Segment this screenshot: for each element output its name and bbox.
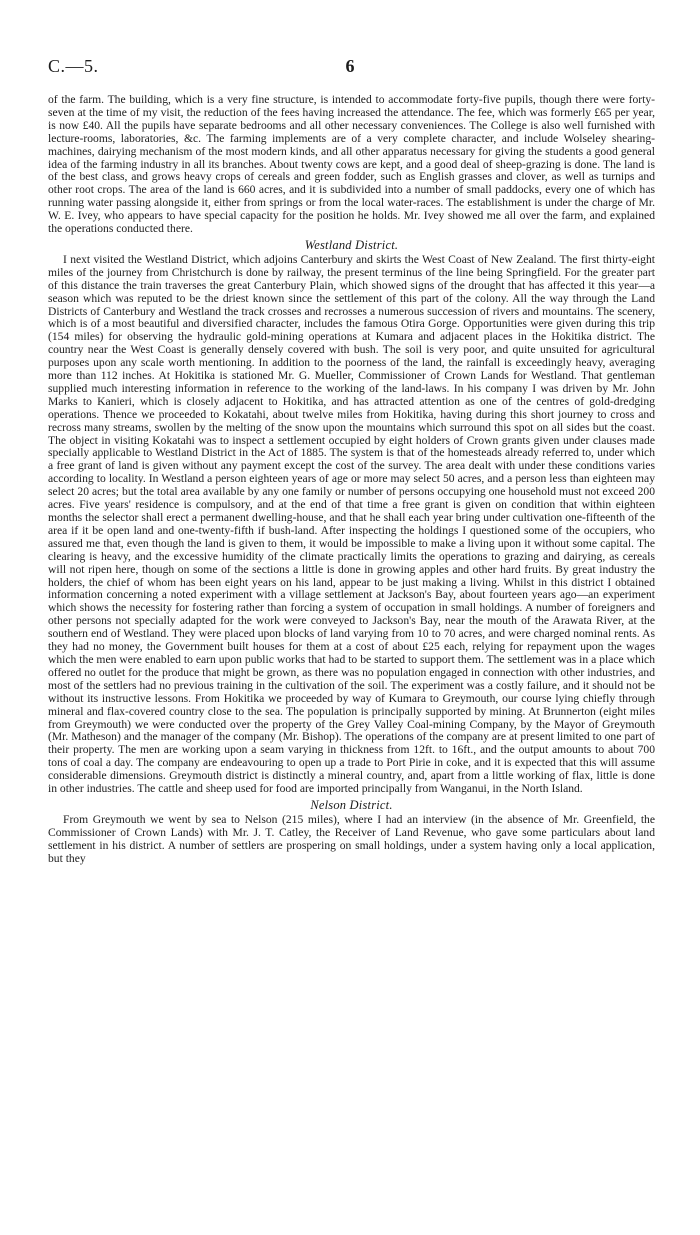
page-header (48, 56, 652, 80)
page-number: 6 (345, 56, 355, 76)
document-reference: C.—5. (48, 56, 99, 76)
paragraph-farm: of the farm. The building, which is a very fine structure, is intended to accommodate forty-five pupils, though there were forty-seven at the time of my visit, the reduction of the fees having increased the attendance. The fee, which was formerly £65 per year, is now £40. All the pupils have separate bedrooms and all other necessary conveniences. The College is also well furnished with lecture-rooms, laboratories, &c. The farming implements are of a very complete character, and include Wolseley shearing-machines, dairying mechanism of the most modern kinds, and all other apparatus necessary for giving the students a good general idea of the farming industry in all its branches. About twenty cows are kept, and a good deal of sheep-grazing is done. The land is of the best class, and grows heavy crops of cereals and green fodder, such as English grasses and clover, as well as turnips and other root crops. The area of the land is 660 acres, and it is subdivided into a number of small paddocks, every one of which has running water passing alongside it, either from springs or from the local water-races. The establishment is under the charge of Mr. W. E. Ivey, who appears to have special capacity for the position he holds. Mr. Ivey showed me all over the farm, and explained the operations conducted there. (48, 93, 655, 236)
paragraph-westland: I next visited the Westland District, which adjoins Canterbury and skirts the West Coast of New Zealand. The first thirty-eight miles of the journey from Christchurch is done by railway, the present terminus of the line being Springfield. For the greater part of this distance the train traverses the great Canterbury Plain, which showed signs of the drought that has affected it this year—a season which was reputed to be the driest known since the settlement of this part of the colony. All the way through the Land Districts of Canterbury and Westland the track crosses and recrosses a numerous succession of rivers and mountains. The scenery, which is of a most beautiful and diversified character, includes the famous Otira Gorge. Opportunities were given during this trip (154 miles) for observing the hydraulic gold-mining operations at Kumara and adjacent places in the Hokitika district. The country near the West Coast is generally densely covered with bush. The soil is very poor, and quite unsuited for agricultural purposes upon any scale worth mentioning. In addition to the poorness of the land, the rainfall is exceedingly heavy, averaging more than 112 inches. At Hokitika is stationed Mr. G. Mueller, Commissioner of Crown Lands for Westland. That gentleman supplied much interesting information in reference to the working of the land-laws. In his company I was driven by Mr. John Marks to Kanieri, which is closely adjacent to Hokitika, and has attracted attention as one of the centres of gold-dredging operations. Thence we proceeded to Kokatahi, about twelve miles from Hokitika, having during this short journey to cross and recross many streams, swollen by the melting of the snow upon the mountains which surround this spot on all sides but the coast. The object in visiting Kokatahi was to inspect a settlement occupied by eight holders of Crown grants given under clauses made specially applicable to Westland District in the Act of 1885. The system is that of the homesteads already referred to, under which a free grant of land is given without any payment except the cost of the survey. The area dealt with under these conditions varies according to locality. In Westland a person eighteen years of age or more may select 50 acres, and a person less than eighteen may select 20 acres; but the total area available by any one family or number of persons occupying one household must not exceed 200 acres. Five years' residence is compulsory, and at the end of that time a free grant is given on condition that within eighteen months the selector shall erect a permanent dwelling-house, and that he shall each year bring under cultivation one-fifteenth of the area if it be open land and one-twenty-fifth if bush-land. After inspecting the holdings I questioned some of the occupiers, who assured me that, even though the land is given to them, it would be impossible to make a living upon it without some capital. The clearing is heavy, and the excessive humidity of the climate practically limits the operations to grazing and dairying, as cereals will not ripen here, though on some of the sections a little is done in growing apples and other hard fruits. By great industry the holders, the chief of whom has been eight years on his land, appear to be just making a living. Whilst in this district I obtained information concerning a noted experiment with a village settlement at Jackson's Bay, about fourteen years ago—an experiment which shows the necessity for fostering rather than forcing a system of occupation in small holdings. A number of foreigners and other persons not specially adapted for the work were conveyed to Jackson's Bay, near the mouth of the Arawata River, at the southern end of Westland. They were placed upon blocks of land varying from 10 to 70 acres, and were charged nominal rents. As they had no money, the Government built houses for them at a cost of about £25 each, relying for repayment upon the wages which the men were enabled to earn upon public works that had to be started to support them. The settlement was in a place which offered no outlet for the produce that might be grown, as there was no population engaged in connection with other industries, and most of the settlers had no previous training in the cultivation of the soil. The experiment was a costly failure, and it should not be without its instructive lessons. From Hokitika we proceeded by way of Kumara to Greymouth, our course lying chiefly through mineral and flax-covered country close to the sea. The population is principally supported by mining. At Brunnerton (eight miles from Greymouth) we were conducted over the property of the Grey Valley Coal-mining Company, by the Mayor of Greymouth (Mr. Matheson) and the manager of the company (Mr. Bishop). The operations of the company are at present limited to one part of their property. The men are working upon a seam varying in thickness from 12ft. to 16ft., and the output amounts to about 700 tons of coal a day. The company are endeavouring to open up a trade to Port Pirie in coke, and it is expected that this will assume considerable dimensions. Greymouth district is distinctly a mineral country, and, apart from a little working of flax, little is done in other industries. The cattle and sheep used for food are imported principally from Wanganui, in the North Island. (48, 252, 655, 796)
heading-westland-district: Westland District. (304, 237, 399, 252)
paragraph-nelson: From Greymouth we went by sea to Nelson (215 miles), where I had an interview (in the absence of Mr. Greenfield, the Commissioner of Crown Lands) with Mr. J. T. Catley, the Receiver of Land Revenue, who gave some particulars about land settlement in his district. A number of settlers are prospering on small holdings, under a system having only a local application, but they (48, 812, 655, 865)
heading-nelson-district: Nelson District. (310, 797, 393, 812)
page-body (48, 94, 655, 865)
